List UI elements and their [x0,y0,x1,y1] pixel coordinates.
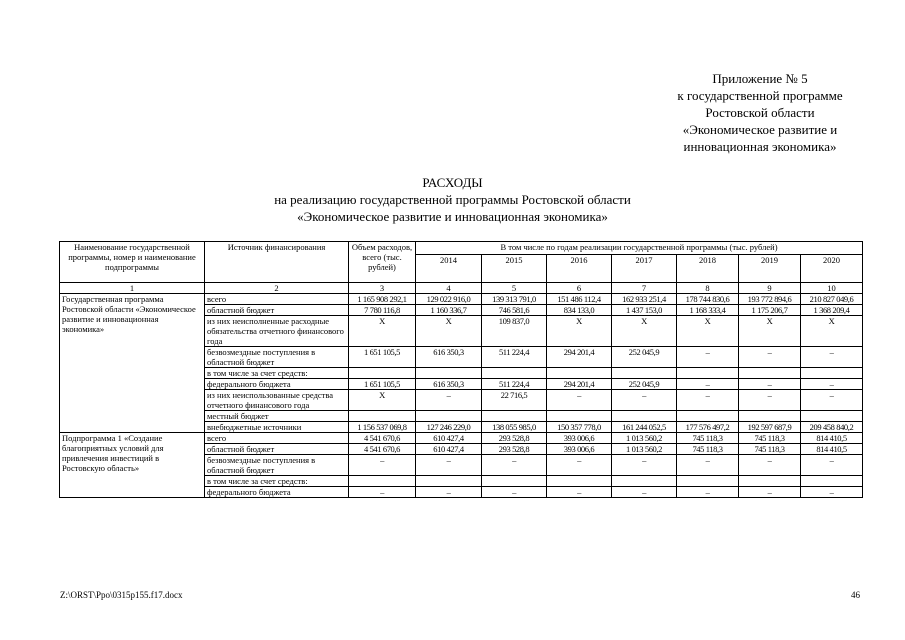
value-cell: 1 168 333,4 [677,305,739,316]
value-cell: Х [612,316,677,347]
value-cell [547,411,612,422]
value-cell: 1 160 336,7 [416,305,482,316]
value-cell: – [677,487,739,498]
value-cell: 1 368 209,4 [801,305,863,316]
source-cell: всего [205,433,349,444]
file-path: Z:\ORST\Ppo\0315p155.f17.docx [60,590,183,600]
value-cell: 1 013 560,2 [612,433,677,444]
value-cell: Х [547,316,612,347]
value-cell [612,476,677,487]
source-cell: областной бюджет [205,305,349,316]
value-cell: – [801,487,863,498]
value-cell: 4 541 670,6 [349,433,416,444]
source-cell: всего [205,294,349,305]
value-cell: 178 744 830,6 [677,294,739,305]
title-heading: РАСХОДЫ [422,175,483,190]
value-cell: – [801,379,863,390]
value-cell: 1 175 206,7 [739,305,801,316]
value-cell [482,411,547,422]
value-cell: – [677,347,739,368]
header-year: 2014 [416,255,482,283]
value-cell: – [739,487,801,498]
value-cell: 192 597 687,9 [739,422,801,433]
value-cell: – [801,455,863,476]
value-cell: Х [739,316,801,347]
value-cell: 293 528,8 [482,444,547,455]
value-cell: 22 716,5 [482,390,547,411]
source-cell: из них неиспользованные средства отчетного финансового года [205,390,349,411]
value-cell: – [416,455,482,476]
column-number: 1 [60,283,205,294]
header-year: 2016 [547,255,612,283]
value-cell [349,411,416,422]
appendix-line: инновационная экономика» [683,139,837,154]
value-cell: – [677,455,739,476]
value-cell: 127 246 229,0 [416,422,482,433]
value-cell [612,411,677,422]
column-number: 8 [677,283,739,294]
value-cell: 1 165 908 292,1 [349,294,416,305]
value-cell: 129 022 916,0 [416,294,482,305]
value-cell: 210 827 049,6 [801,294,863,305]
value-cell: 745 118,3 [677,444,739,455]
source-cell: областной бюджет [205,444,349,455]
value-cell: – [612,487,677,498]
value-cell [677,411,739,422]
value-cell: 209 458 840,2 [801,422,863,433]
value-cell: 393 006,6 [547,433,612,444]
value-cell [482,476,547,487]
column-number: 9 [739,283,801,294]
column-number: 10 [801,283,863,294]
value-cell [739,476,801,487]
value-cell: – [801,347,863,368]
expenses-table [59,241,863,498]
appendix-line: к государственной программе [677,88,843,103]
value-cell: 745 118,3 [739,444,801,455]
value-cell [612,368,677,379]
value-cell: 610 427,4 [416,433,482,444]
source-cell: безвозмездные поступления в областной бюджет [205,455,349,476]
value-cell: 293 528,8 [482,433,547,444]
value-cell: 139 313 791,0 [482,294,547,305]
source-cell: из них неисполненные расходные обязательства отчетного финансового года [205,316,349,347]
value-cell: – [739,455,801,476]
value-cell: – [677,379,739,390]
header-source: Источник финансирования [205,242,349,283]
value-cell: – [739,390,801,411]
value-cell [349,368,416,379]
source-cell: местный бюджет [205,411,349,422]
value-cell: 746 581,6 [482,305,547,316]
value-cell: Х [416,316,482,347]
value-cell: – [349,487,416,498]
source-cell: в том числе за счет средств: [205,476,349,487]
value-cell: 161 244 052,5 [612,422,677,433]
value-cell [677,368,739,379]
appendix-line: «Экономическое развитие и [682,122,838,137]
value-cell: 616 350,3 [416,379,482,390]
value-cell: – [482,487,547,498]
value-cell: 150 357 778,0 [547,422,612,433]
value-cell: Х [677,316,739,347]
value-cell [547,368,612,379]
value-cell [547,476,612,487]
value-cell: 610 427,4 [416,444,482,455]
value-cell: 252 045,9 [612,379,677,390]
value-cell: – [416,390,482,411]
value-cell: 177 576 497,2 [677,422,739,433]
appendix-block [600,70,905,155]
value-cell: – [547,487,612,498]
header-year: 2018 [677,255,739,283]
value-cell [739,368,801,379]
value-cell: 1 651 105,5 [349,379,416,390]
value-cell [416,476,482,487]
value-cell [349,476,416,487]
value-cell: 511 224,4 [482,347,547,368]
value-cell: Х [801,316,863,347]
value-cell [416,368,482,379]
value-cell: – [349,455,416,476]
title-line: на реализацию государственной программы Ростовской области [274,192,631,207]
value-cell: 252 045,9 [612,347,677,368]
header-year: 2019 [739,255,801,283]
value-cell: – [612,390,677,411]
value-cell: Х [349,390,416,411]
value-cell: – [739,379,801,390]
header-name: Наименование государственной программы, номер и наименование подпрограммы [60,242,205,283]
value-cell: 745 118,3 [677,433,739,444]
value-cell: Х [349,316,416,347]
value-cell: 814 410,5 [801,444,863,455]
column-number: 3 [349,283,416,294]
value-cell: 294 201,4 [547,347,612,368]
value-cell: – [482,455,547,476]
value-cell: 393 006,6 [547,444,612,455]
value-cell: 1 013 560,2 [612,444,677,455]
value-cell: 1 437 153,0 [612,305,677,316]
column-number: 4 [416,283,482,294]
value-cell [801,368,863,379]
value-cell: 511 224,4 [482,379,547,390]
value-cell [801,411,863,422]
value-cell: 7 780 116,8 [349,305,416,316]
value-cell: – [547,455,612,476]
column-number: 7 [612,283,677,294]
value-cell: 151 486 112,4 [547,294,612,305]
section-title: Подпрограмма 1 «Создание благоприятных условий для привлечения инвестиций в Ростовскую область» [60,433,205,498]
value-cell [677,476,739,487]
appendix-line: Ростовской области [705,105,815,120]
value-cell [416,411,482,422]
source-cell: федерального бюджета [205,379,349,390]
header-year: 2017 [612,255,677,283]
value-cell: 109 837,0 [482,316,547,347]
value-cell: – [677,390,739,411]
value-cell: 4 541 670,6 [349,444,416,455]
header-volume: Объем расходов, всего (тыс. рублей) [349,242,416,283]
appendix-line: Приложение № 5 [712,71,808,86]
header-year: 2020 [801,255,863,283]
value-cell: – [739,347,801,368]
value-cell: 1 651 105,5 [349,347,416,368]
title-line: «Экономическое развитие и инновационная экономика» [297,209,608,224]
column-number: 5 [482,283,547,294]
column-number: 6 [547,283,612,294]
source-cell: безвозмездные поступления в областной бюджет [205,347,349,368]
value-cell: – [801,390,863,411]
value-cell: 814 410,5 [801,433,863,444]
value-cell: – [416,487,482,498]
value-cell: 294 201,4 [547,379,612,390]
value-cell [739,411,801,422]
table-row [60,433,863,444]
value-cell: – [612,455,677,476]
value-cell: 745 118,3 [739,433,801,444]
source-cell: в том числе за счет средств: [205,368,349,379]
source-cell: внебюджетные источники [205,422,349,433]
value-cell: 616 350,3 [416,347,482,368]
table-row [60,294,863,305]
value-cell: 193 772 894,6 [739,294,801,305]
page-number: 46 [851,590,860,600]
column-number: 2 [205,283,349,294]
source-cell: федерального бюджета [205,487,349,498]
value-cell: 162 933 251,4 [612,294,677,305]
header-years-group: В том числе по годам реализации государственной программы (тыс. рублей) [416,242,863,255]
value-cell [482,368,547,379]
value-cell: 834 133,0 [547,305,612,316]
value-cell: 1 156 537 069,8 [349,422,416,433]
header-year: 2015 [482,255,547,283]
document-title [0,174,905,225]
value-cell [801,476,863,487]
value-cell: – [547,390,612,411]
section-title: Государственная программа Ростовской области «Экономическое развитие и инновационная экономика» [60,294,205,433]
value-cell: 138 055 985,0 [482,422,547,433]
